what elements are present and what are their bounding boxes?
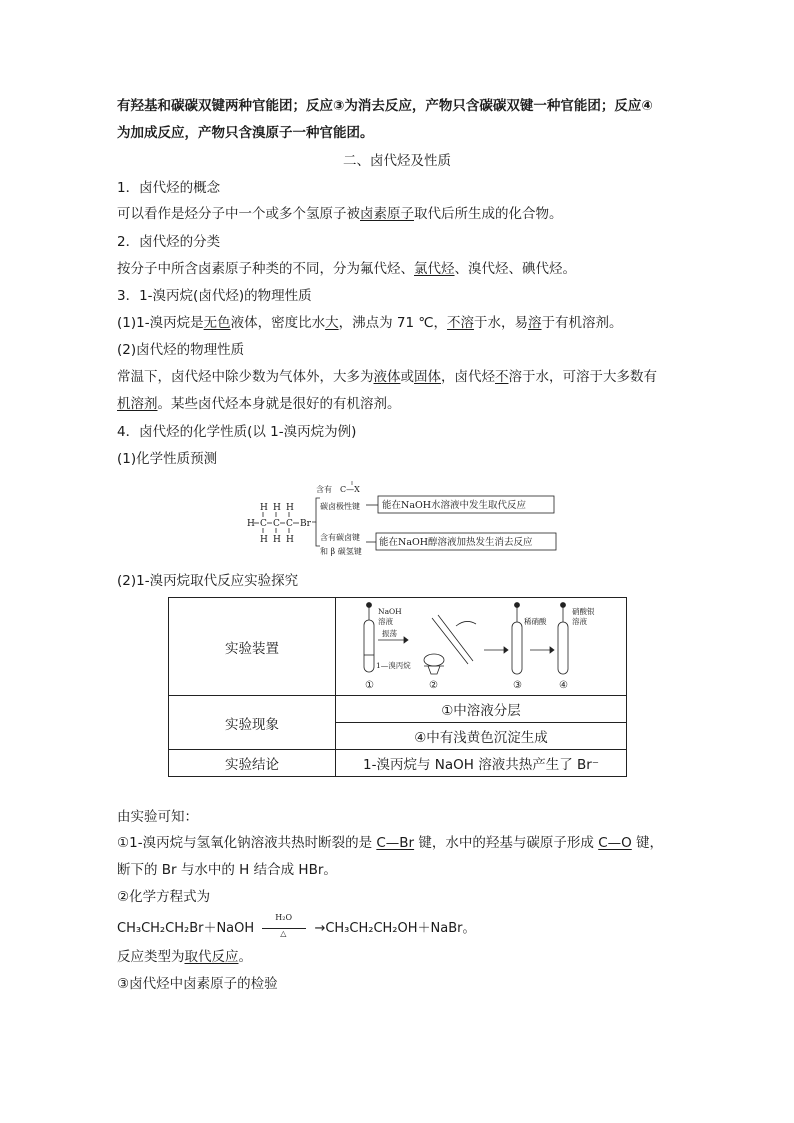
struct-c2: C [273,519,280,529]
s1-text [117,205,563,223]
struct-h-left: H [247,519,255,529]
s3-p1-e: 于有机溶剂。 [541,315,623,331]
conclusion-1 [117,834,663,852]
app-label-3: ③ [513,679,522,691]
row-conclusion-label: 实验结论 [169,750,336,777]
struct-br: Br [300,519,311,529]
conclusion-value: 1-溴丙烷与 NaOH 溶液共热产生了 Br⁻ [336,750,627,777]
s3-answer-density: 大 [325,315,339,331]
c1-answer-co: C—O [598,835,632,851]
type-b: 。 [238,949,252,965]
phenomenon-2: ④中有浅黄色沉淀生成 [336,723,627,750]
s3-p3-d: 溶于水，可溶于大多数有 [508,369,657,385]
s1-answer: 卤素原子 [360,206,414,222]
diag-bond2: 含有碳卤键 [320,533,360,542]
app-label-1: ① [365,679,374,691]
diag-contains: 含有 [316,485,332,494]
struct-h-bot-3: H [286,535,294,545]
phenomenon-1: ①中溶液分层 [336,696,627,723]
diag-result1: 能在NaOH水溶液中发生取代反应 [382,500,527,511]
conclusion-2: ②化学方程式为 [117,889,211,905]
intro-line-2: 为加成反应，产物只含溴原子一种官能团。 [117,125,374,141]
c1-answer-cbr: C—Br [376,835,415,851]
s2-answer: 氯代烃 [414,261,455,277]
row-apparatus-label: 实验装置 [169,598,336,696]
s3-answer-soluble: 溶 [528,315,542,331]
struct-h-top-2: H [273,503,281,513]
app-naoh: NaOH [378,606,402,616]
app-agno3-1: 硝酸银 [572,606,595,616]
eq-left: CH₃CH₂CH₂Br＋NaOH [117,921,255,936]
s3-p3-a: 常温下，卤代烃中除少数为气体外，大多为 [117,369,374,385]
struct-h-top-3: H [286,503,294,513]
s2-text [117,260,576,278]
s3-answer-solid: 固体 [414,369,441,385]
s2-post: 、溴代烃、碘代烃。 [454,261,576,277]
s3-answer-color: 无色 [203,315,231,331]
struct-h-bot-1: H [260,535,268,545]
s3-p3-b: 或 [400,369,414,385]
c1-a: ①1-溴丙烷与氢氧化钠溶液共热时断裂的是 [117,835,377,851]
app-label-4: ④ [559,679,568,691]
intro-line-1: 有羟基和碳碳双键两种官能团；反应③为消去反应，产物只含碳碳双键一种官能团；反应④ [117,98,653,114]
diag-result2: 能在NaOH醇溶液加热发生消去反应 [379,537,533,548]
s4-p1: (1)化学性质预测 [117,451,218,467]
s3-answer-not: 不 [495,369,509,385]
type-a: 反应类型为 [117,949,185,965]
section-title: 二、卤代烃及性质 [343,153,451,169]
s3-p4-b: 。某些卤代烃本身就是很好的有机溶剂。 [157,396,401,412]
app-solution: 溶液 [378,616,393,626]
diag-cx: C—X [340,485,360,494]
c1-c: 键， [631,835,664,851]
diag-bond2b: 和 β 碳氢键 [320,547,362,556]
reaction-type [117,948,252,966]
eq-cond-top: H₂O [275,912,293,922]
s3-heading: 3．1-溴丙烷(卤代烃)的物理性质 [117,288,312,304]
s1-heading: 1．卤代烃的概念 [117,180,221,196]
eq-arrow-condition [258,912,310,938]
c1-b: 键，水中的羟基与碳原子形成 [414,835,599,851]
diag-bond1: 碳卤极性键 [320,502,360,511]
conclusion-3: ③卤代烃中卤素原子的检验 [117,976,278,992]
s2-heading: 2．卤代烃的分类 [117,234,221,250]
struct-c1: C [260,519,267,529]
s3-p1-b: 液体，密度比水 [230,315,326,331]
struct-h-bot-2: H [273,535,281,545]
s3-p2: (2)卤代烃的物理性质 [117,342,245,358]
s3-p3-c: ，卤代烃 [441,369,495,385]
property-prediction-diagram [240,476,570,558]
eq-cond-bottom: △ [280,928,287,938]
s3-p1-c: ，沸点为 71 ℃， [338,315,448,331]
s4-heading [117,423,356,441]
s3-answer-liquid: 液体 [373,369,401,385]
s2-pre: 按分子中所含卤素原子种类的不同，分为氟代烃、 [117,261,414,277]
s1-text-pre: 可以看作是烃分子中一个或多个氢原子被 [117,206,360,222]
eq-right: →CH₃CH₂CH₂OH＋NaBr。 [314,921,476,936]
apparatus-figure [336,598,627,696]
s3-p3 [117,368,657,386]
s3-answer-solvent: 机溶剂 [117,396,158,412]
s3-answer-insoluble: 不溶 [447,315,475,331]
s1-text-post: 取代后所生成的化合物。 [414,206,563,222]
row-phenomenon-label: 实验现象 [169,696,336,750]
experiment-table [168,597,627,777]
conclusion-intro: 由实验可知： [117,809,198,825]
app-label-2: ② [429,679,438,691]
app-shake: 振荡 [382,628,397,638]
s3-p1-a: (1)1-溴丙烷是 [117,315,204,331]
chemical-equation [117,912,476,938]
app-hno3: 稀硝酸 [524,616,547,626]
app-agno3-2: 溶液 [572,616,587,626]
apparatus-illustration [336,600,626,694]
app-bromopropane: 1—溴丙烷 [376,660,411,670]
s3-p1-d: 于水，易 [474,315,529,331]
conclusion-1-line2: 断下的 Br 与水中的 H 结合成 HBr。 [117,862,337,878]
struct-h-top-1: H [260,503,268,513]
struct-c3: C [286,519,293,529]
s4-p2: (2)1-溴丙烷取代反应实验探究 [117,573,299,589]
type-answer: 取代反应 [184,949,239,965]
s4-heading-text: 4．卤代烃的化学性质(以 1-溴丙烷为例) [117,424,357,440]
s3-p4 [117,395,401,413]
s3-p1 [117,314,623,332]
